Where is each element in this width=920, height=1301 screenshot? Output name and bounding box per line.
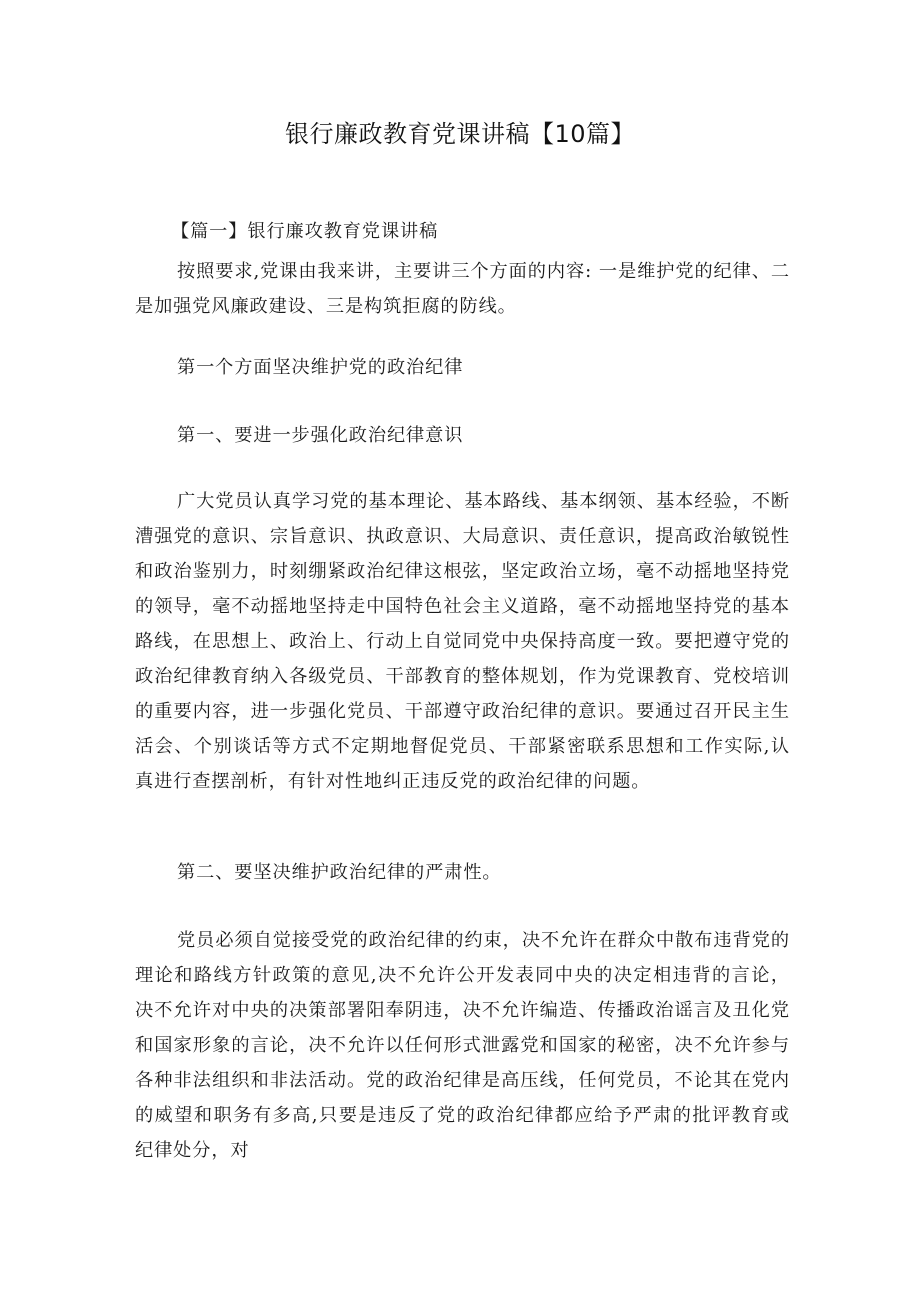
part-one-heading: 第一个方面坚决维护党的政治纪律	[177, 357, 464, 378]
document-title: 银行廉政教育党课讲稿【10篇】	[284, 120, 636, 148]
paragraph-two: 党员必须自觉接受党的政治纪律的约束，决不允许在群众中散布违背党的理论和路线方针政策的意见,决不允许公开发表同中央的决定相违背的言论，决不允许对中央的决策部署阳奉阴违，决不允许编造、传播政治谣言及丑化党和国家形象的言论，决不允许以任何形式泄露党和国家的秘密，决不允许参与各种非法组织和非法活动。党的政治纪律是高压线，任何党员，不论其在党内的威望和职务有多高,只要是违反了党的政治纪律都应给予严肃的批评教育或纪律处分，对	[135, 930, 790, 1161]
intro-paragraph: 按照要求,党课由我来讲，主要讲三个方面的内容: 一是维护党的纪律、二是加强党风廉政建设、三是构筑拒腐的防线。	[135, 261, 790, 317]
subheading-two: 第二、要坚决维护政治纪律的严肃性。	[177, 862, 502, 883]
subheading-one: 第一、要进一步强化政治纪律意识	[177, 425, 464, 446]
section-heading: 【篇一】银行廉攻教育党课讲稿	[171, 221, 439, 242]
paragraph-one: 广大党员认真学习党的基本理论、基本路线、基本纲领、基本经验，不断漕强党的意识、宗旨意识、执政意识、大局意识、责任意识，提高政治敏锐性和政治鉴别力，时刻绷紧政治纪律这根弦，坚定政治立场，毫不动摇地坚持党的领导，毫不动摇地坚持走中国特色社会主义道路，毫不动摇地坚持党的基本路线，在思想上、政治上、行动上自觉同党中央保持高度一致。要把遵守党的政治纪律教育纳入各级党员、干部教育的整体规划，作为党课教育、党校培训的重要内容，进一步强化党员、干部遵守政治纪律的意识。要通过召开民主生活会、个别谈话等方式不定期地督促党员、干部紧密联系思想和工作实际,认真进行查摆剖析，有针对性地纠正违反党的政治纪律的问题。	[135, 491, 790, 792]
